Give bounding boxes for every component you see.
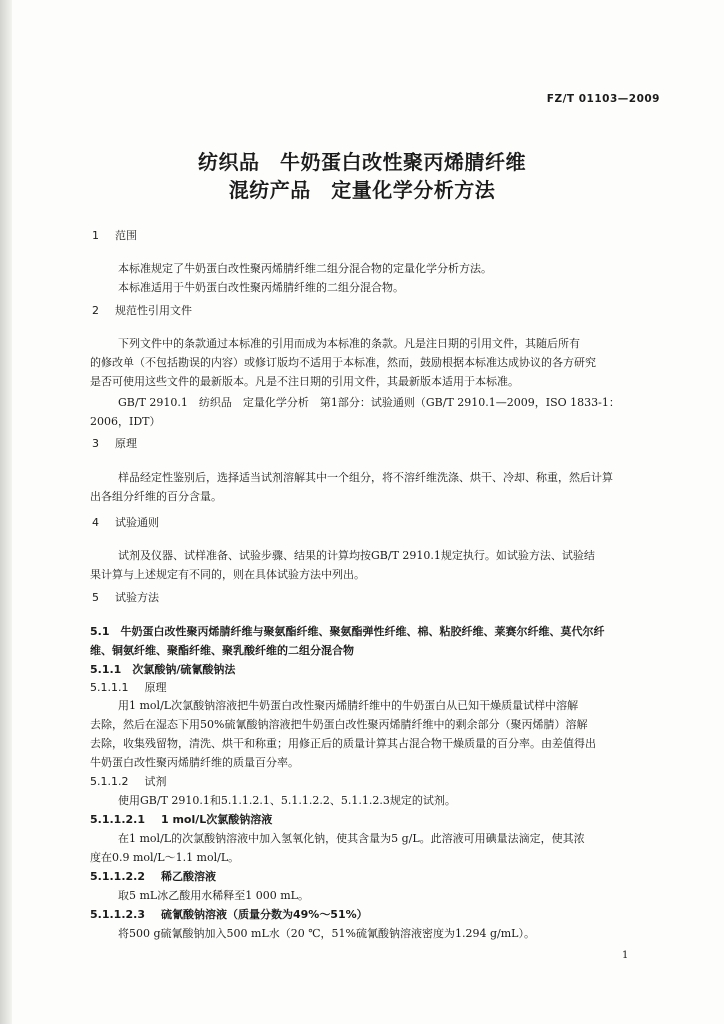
principle-line-1: 用1 mol/L次氯酸钠溶液把牛奶蛋白改性聚丙烯腈纤维中的牛奶蛋白从已知干燥质量试样中溶解 bbox=[118, 699, 579, 712]
subsection-5-1-1-2-1-heading bbox=[90, 813, 272, 827]
section-4-line-1: 试剂及仪器、试样准备、试验步骤、结果的计算均按GB/T 2910.1规定执行。如试验方法、试验结 bbox=[118, 549, 595, 562]
section-3-heading bbox=[92, 437, 137, 451]
section-4-heading bbox=[92, 516, 159, 530]
section-3-number: 3 bbox=[92, 437, 99, 450]
subsection-5-1-1-2-1-title: 1 mol/L次氯酸钠溶液 bbox=[160, 813, 273, 826]
section-2-reference-line-1: GB/T 2910.1 纺织品 定量化学分析 第1部分：试验通则（GB/T 2910.1—2009，ISO 1833-1： bbox=[118, 396, 620, 409]
section-2-number: 2 bbox=[92, 304, 99, 317]
section-5-heading bbox=[92, 591, 159, 605]
hypochlorite-line-2: 度在0.9 mol/L～1.1 mol/L。 bbox=[90, 851, 240, 864]
section-3-title: 原理 bbox=[115, 437, 137, 450]
subsection-5-1-1-2-3-number: 5.1.1.2.3 bbox=[90, 908, 145, 921]
page-title-line2: 混纺产品 定量化学分析方法 bbox=[228, 178, 496, 202]
section-2-title: 规范性引用文件 bbox=[115, 304, 192, 317]
section-3-line-1: 样品经定性鉴别后，选择适当试剂溶解其中一个组分，将不溶纤维洗涤、烘干、冷却、称重，然后计算 bbox=[118, 471, 613, 484]
section-2-line-2: 的修改单（不包括勘误的内容）或修订版均不适用于本标准，然而，鼓励根据本标准达成协议的各方研究 bbox=[90, 356, 596, 369]
page-number: 1 bbox=[622, 950, 629, 961]
section-1-title: 范围 bbox=[115, 229, 137, 242]
reagents-line-1: 使用GB/T 2910.1和5.1.1.2.1、5.1.1.2.2、5.1.1.2.3规定的试剂。 bbox=[118, 794, 456, 807]
section-5-number: 5 bbox=[92, 591, 99, 604]
section-4-number: 4 bbox=[92, 516, 99, 529]
section-5-title: 试验方法 bbox=[115, 591, 159, 604]
section-1-paragraph-2: 本标准适用于牛奶蛋白改性聚丙烯腈纤维的二组分混合物。 bbox=[118, 281, 404, 294]
section-1-number: 1 bbox=[92, 229, 99, 242]
subsection-5-1-1-1-number: 5.1.1.1 bbox=[90, 681, 129, 694]
subsection-5-1-1-2-number: 5.1.1.2 bbox=[90, 775, 129, 788]
section-2-line-1: 下列文件中的条款通过本标准的引用而成为本标准的条款。凡是注日期的引用文件，其随后所有 bbox=[118, 337, 580, 350]
acetic-acid-line-1: 取5 mL冰乙酸用水稀释至1 000 mL。 bbox=[118, 889, 309, 902]
page-title-line1: 纺织品 牛奶蛋白改性聚丙烯腈纤维 bbox=[198, 150, 526, 174]
subsection-5-1-1-1-title: 原理 bbox=[144, 681, 167, 694]
subsection-5-1-1-2-3-heading bbox=[90, 908, 368, 922]
principle-line-2: 去除，然后在湿态下用50%硫氰酸钠溶液把牛奶蛋白改性聚丙烯腈纤维中的剩余部分（聚丙烯腈）溶解 bbox=[90, 718, 588, 731]
subsection-5-1-1-2-title: 试剂 bbox=[144, 775, 167, 788]
subsection-5-1-1-2-2-title: 稀乙酸溶液 bbox=[160, 870, 216, 883]
subsection-5-1-1-heading: 5.1.1 次氯酸钠/硫氰酸钠法 bbox=[90, 663, 236, 676]
section-4-title: 试验通则 bbox=[115, 516, 159, 529]
section-2-reference-line-2: 2006，IDT） bbox=[90, 415, 161, 428]
subsection-5-1-1-2-1-number: 5.1.1.2.1 bbox=[90, 813, 145, 826]
principle-line-3: 去除，收集残留物，清洗、烘干和称重；用修正后的质量计算其占混合物干燥质量的百分率。由差值得出 bbox=[90, 737, 596, 750]
standard-code: FZ/T 01103—2009 bbox=[546, 93, 660, 105]
section-1-paragraph-1: 本标准规定了牛奶蛋白改性聚丙烯腈纤维二组分混合物的定量化学分析方法。 bbox=[118, 262, 492, 275]
subsection-5-1-1-1-heading bbox=[90, 681, 166, 695]
subsection-5-1-1-2-heading bbox=[90, 775, 166, 789]
subsection-5-1-line-1: 5.1 牛奶蛋白改性聚丙烯腈纤维与聚氨酯纤维、聚氨酯弹性纤维、棉、粘胶纤维、莱赛尔纤维、莫代尔纤 bbox=[90, 625, 605, 638]
hypochlorite-line-1: 在1 mol/L的次氯酸钠溶液中加入氢氧化钠，使其含量为5 g/L。此溶液可用碘量法滴定，使其浓 bbox=[118, 832, 585, 845]
subsection-5-1-1-2-3-title: 硫氰酸钠溶液（质量分数为49%～51%） bbox=[160, 908, 368, 921]
thiocyanate-line-1: 将500 g硫氰酸钠加入500 mL水（20 ℃，51%硫氰酸钠溶液密度为1.294 g/mL）。 bbox=[118, 927, 535, 940]
section-4-line-2: 果计算与上述规定有不同的，则在具体试验方法中列出。 bbox=[90, 568, 365, 581]
principle-line-4: 牛奶蛋白改性聚丙烯腈纤维的质量百分率。 bbox=[90, 756, 299, 769]
section-2-heading bbox=[92, 304, 192, 318]
section-1-heading bbox=[92, 229, 137, 243]
section-2-line-3: 是否可使用这些文件的最新版本。凡是不注日期的引用文件，其最新版本适用于本标准。 bbox=[90, 375, 519, 388]
subsection-5-1-1-2-2-heading bbox=[90, 870, 216, 884]
subsection-5-1-1-2-2-number: 5.1.1.2.2 bbox=[90, 870, 145, 883]
section-3-line-2: 出各组分纤维的百分含量。 bbox=[90, 490, 222, 503]
subsection-5-1-line-2: 维、铜氨纤维、聚酯纤维、聚乳酸纤维的二组分混合物 bbox=[90, 644, 354, 657]
